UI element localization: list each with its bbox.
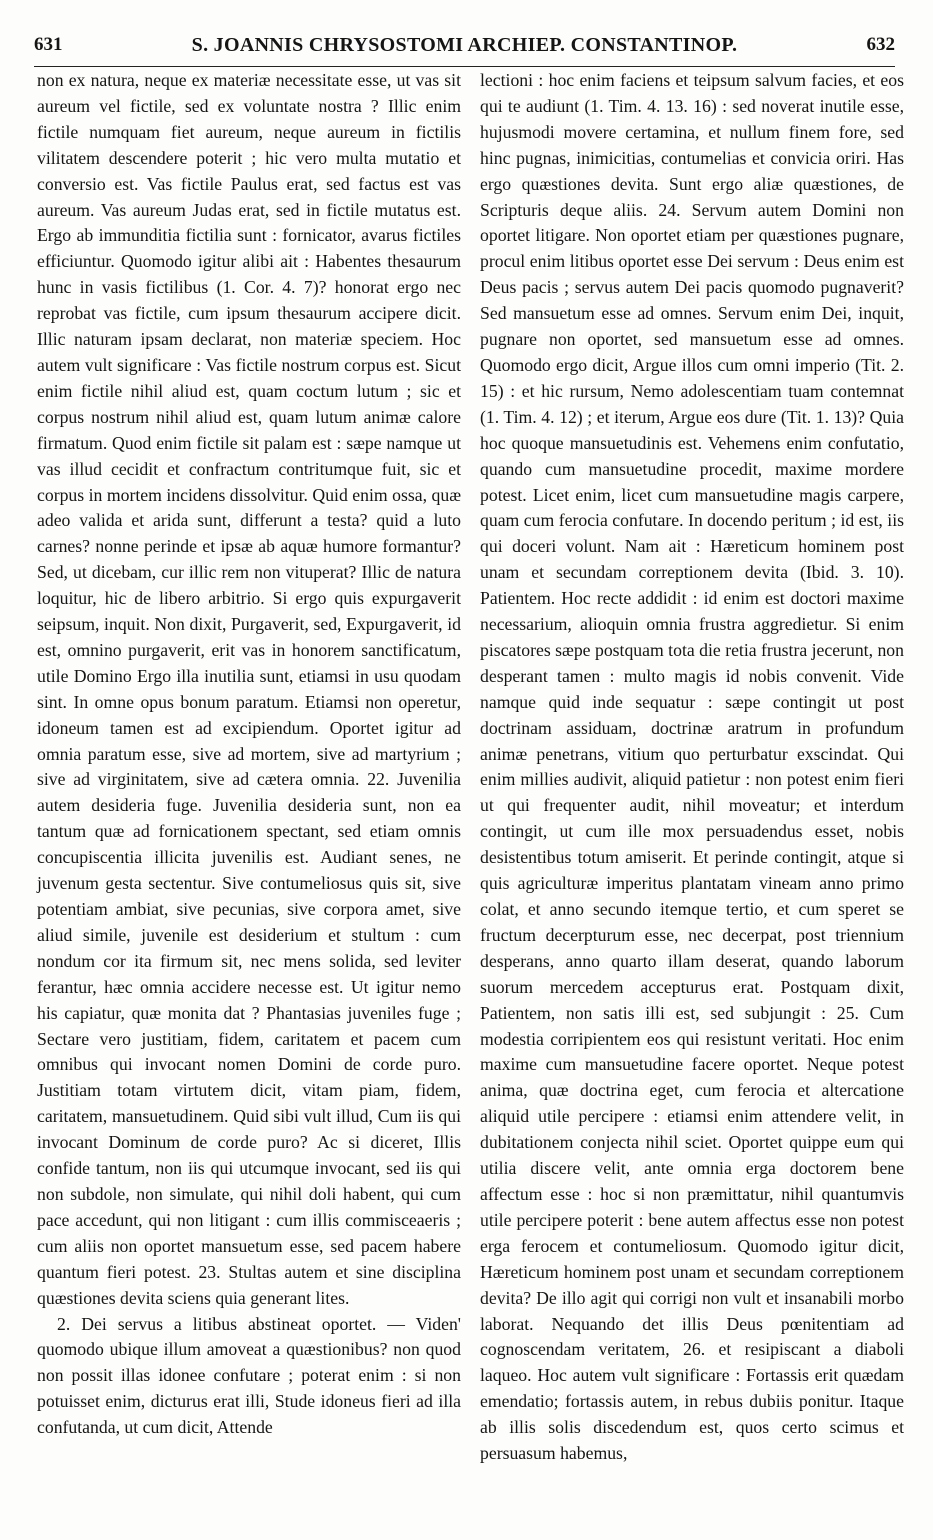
paragraph: lectioni : hoc enim faciens et teipsum salvum facies, et eos qui te audiunt (1. Tim. 4. 13. 16) : sed noverat inutile esse, hujusmodi movere certamina, et nullum finem fore, sed hinc pugnas, inimicitias, contumelias et convicia oriri. Has ergo quæstiones devita. Sunt ergo aliæ quæstiones, de Scripturis deque aliis. 24. Servum autem Domini non oportet litigare. Non oportet etiam per quæstiones pugnare, procul enim litibus oportet esse Dei servum : Deus enim est Deus pacis ; servus autem Dei pacis quomodo pugnaverit? Sed mansuetum esse ad omnes. Servum enim Dei, inquit, pugnare non oportet, sed mansuetum esse ad omnes. Quomodo ergo dicit, Argue illos cum omni imperio (Tit. 2. 15) : et hic rursum, Nemo adolescentiam tuam contemnat (1. Tim. 4. 12) ; et iterum, Argue eos dure (Tit. 1. 13)? Quia hoc quoque mansuetudinis est. Vehemens enim confutatio, quando cum mansuetudine procedit, maxime mordere potest. Licet enim, licet cum mansuetudine magis carpere, quam cum ferocia confutare. In docendo peritum ; id est, iis qui doceri volunt. Nam ait : Hæreticum hominem post unam et secundam correptionem devita (Ibid. 3. 10). Patientem. Hoc recte addidit : id enim est doctori maxime necessarium, alioquin omnia frustra aggredietur. Si enim piscatores sæpe postquam tota die retia frustra jecerunt, non desperant tamen : multo magis id nobis convenit. Vide namque quid inde sequatur : sæpe contingit ut post doctrinam assiduam, doctrinæ aratrum in profundum animæ penetrans, vitium quo perturbatur exscindat. Qui enim millies audivit, aliquid patietur : non potest enim fieri ut qui frequenter audit, nihil moveatur; et interdum contingit, ut cum ille mox persuadendus esset, nobis desistentibus totum amiserit. Et perinde contingit, atque si quis agriculturæ imperitus plantatam vineam anno primo colat, et anno secundo itemque tertio, et cum speret se fructum decerpturum esse, nec decerpat, post triennium desperans, anno quarto illam deserat, quando laborum suorum mercedem accepturus erat. Postquam dixit, Patientem, non satis illi est, sed subjungit : 25. Cum modestia corripientem eos qui resistunt veritati. Hoc enim maxime cum mansuetudine facere oportet. Neque potest anima, quæ doctrina eget, cum ferocia et altercatione aliquid utile percipere : etiamsi enim attendere velit, in dubitationem conjecta nihil sciet. Oportet quippe eum qui utilia discere velit, ante omnia erga doctorem bene affectum esse : hoc si non præmittatur, nihil quantumvis utile percipere poterit : bene autem affectus esse non potest erga ferocem et contumeliosum. Quomodo igitur dicit, Hæreticum hominem post unam et secundam correptionem devita? De illo agit qui corrigi non vult et insanabili morbo laborat. Nequando det illis Deus pœnitentiam ad cognoscendam veritatem, 26. et resipiscant a diaboli laqueo. Hoc autem vult significare : Fortassis erit quædam emendatio; fortassis autem, in rebus dubiis ponitur. Itaque ab illis solis discedendum est, quos certo scimus et persuasum habemus, (480, 70, 904, 1464)
right-column (480, 68, 904, 1467)
page-number-right: 632 (866, 34, 895, 55)
running-title: S. JOANNIS CHRYSOSTOMI ARCHIEP. CONSTANTINOP. (191, 34, 738, 56)
running-header (34, 34, 895, 64)
left-column (37, 68, 461, 1441)
page-number-left: 631 (34, 34, 63, 55)
header-rule (34, 66, 895, 67)
paragraph: non ex natura, neque ex materiæ necessitate esse, ut vas sit aureum vel fictile, sed ex voluntate nostra ? Illic enim fictile numquam fiet aureum, neque aureum in fictilis vilitatem descendere poterit ; hic vero multa mutatio et conversio est. Vas fictile Paulus erat, sed factus est vas aureum. Vas aureum Judas erat, sed in fictile mutatus est. Ergo ab immunditia fictilia sunt : fornicator, avarus fictiles efficiuntur. Quomodo igitur alibi ait : Habentes thesaurum hunc in vasis fictilibus (1. Cor. 4. 7)? honorat ergo nec reprobat vas fictile, cum ipsum thesaurum accipere dicit. Illic naturam ipsam declarat, non materiæ speciem. Hoc autem vult significare : Vas fictile nostrum corpus est. Sicut enim fictile nihil aliud est, quam coctum lutum ; sic et corpus nostrum nihil aliud est, quam lutum animæ calore firmatum. Quod enim fictile sit palam est : sæpe namque ut vas illud cecidit et confractum contritumque fuit, sic et corpus in mortem incidens dissolvitur. Quid enim ossa, quæ adeo valida et arida sunt, differunt a testa? quid a luto carnes? nonne perinde et ipsæ ab aquæ humore formantur? Sed, ut dicebam, cur illic rem non vituperat? Illic de natura loquitur, hic de libero arbitrio. Si ergo quis expurgaverit seipsum, inquit. Non dixit, Purgaverit, sed, Expurgaverit, id est, omnino purgaverit, erit vas in honorem sanctificatum, utile Domino Ergo illa inutilia sunt, etiamsi in usu quodam sint. In omne opus bonum paratum. Etiamsi non operetur, idoneum tamen est ad excipiendum. Oportet igitur ad omnia paratum esse, sive ad mortem, sive ad martyrium ; sive ad virginitatem, sive ad cætera omnia. 22. Juvenilia autem desideria fuge. Juvenilia desideria sunt, non ea tantum quæ ad fornicationem spectant, sed etiam omnis concupiscentia illicita juvenilis est. Audiant senes, ne juvenum gesta sectentur. Sive contumeliosus quis sit, sive potentiam ambiat, sive pecunias, sive corpora amet, sive aliud simile, juvenile est desiderium et stultum : cum nondum cor ita firmum sit, nec mens solida, sed leviter ferantur, hæc omnia accidere necesse est. Ut igitur nemo his capiatur, quæ monita dat ? Phantasias juveniles fuge ; Sectare vero justitiam, fidem, caritatem et pacem cum omnibus qui invocant nomen Domini de corde puro. Justitiam totam virtutem dicit, vitam piam, fidem, caritatem, mansuetudinem. Quid sibi vult illud, Cum iis qui invocant Dominum de corde puro? Ac si diceret, Illis confide tantum, non iis qui utcumque invocant, sed iis qui non subdole, non simulate, qui nihil doli habent, qui cum pace accedunt, qui non litigant : cum illis commisceaeris ; cum aliis non oportet mansuetum esse, sed pacem habere quantum fieri potest. 23. Stultas autem et sine disciplina quæstiones devita sciens quia generant lites. (37, 70, 461, 1308)
paragraph: 2. Dei servus a litibus abstineat oportet. — Viden' quomodo ubique illum amoveat a quæstionibus? non quod non possit illas idonee confutare ; poterat enim : si non potuisset enim, dicturus erat illi, Stude idoneus fieri ad illa confutanda, ut cum dicit, Attende (37, 1313, 461, 1438)
